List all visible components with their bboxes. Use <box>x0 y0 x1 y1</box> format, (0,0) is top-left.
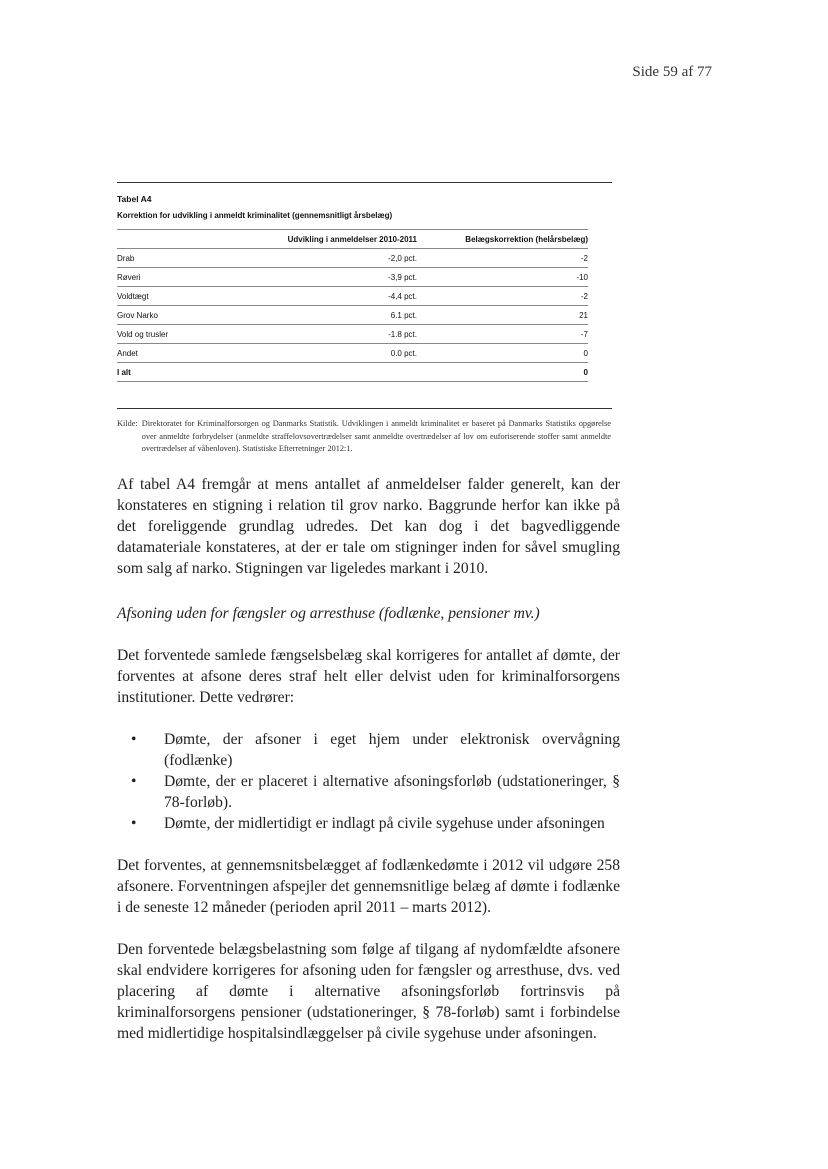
row-change: -2,0 pct. <box>237 249 417 268</box>
table-row <box>117 287 588 306</box>
row-label: Andet <box>117 344 237 363</box>
bullet-icon: • <box>131 772 137 790</box>
section-heading: Afsoning uden for fængsler og arresthuse (fodlænke, pensioner mv.) <box>117 604 540 622</box>
table-row <box>117 344 588 363</box>
row-label: Røveri <box>117 268 237 287</box>
row-change: 6.1 pct. <box>237 306 417 325</box>
table-row <box>117 306 588 325</box>
table-title: Tabel A4 <box>117 194 152 204</box>
header-cell: Udvikling i anmeldelser 2010-2011 <box>237 230 417 249</box>
row-change: 0.0 pct. <box>237 344 417 363</box>
row-correction: -2 <box>417 287 588 306</box>
table-total-row <box>117 363 588 382</box>
row-label: Vold og trusler <box>117 325 237 344</box>
page-number: Side 59 af 77 <box>632 64 712 80</box>
list-item <box>117 729 620 771</box>
table-row <box>117 325 588 344</box>
header-cell: Belægskorrektion (helårsbelæg) <box>417 230 588 249</box>
divider <box>117 408 612 409</box>
table-block <box>117 182 612 456</box>
paragraph: Af tabel A4 fremgår at mens antallet af anmeldelser falder generelt, kan der konstateres en stigning i relation til grov narko. Baggrunde herfor kan ikke på det foreliggende grundlag udredes. Det kan dog i det bagvedliggende datamateriale konstateres, at der er tale om stigninger inden for såvel smugling som salg af narko. Stigningen var ligeledes markant i 2010. <box>117 475 620 577</box>
row-change: -3,9 pct. <box>237 268 417 287</box>
row-change: -4,4 pct. <box>237 287 417 306</box>
table-row <box>117 268 588 287</box>
row-correction: -7 <box>417 325 588 344</box>
row-change <box>237 363 417 382</box>
row-change: -1.8 pct. <box>237 325 417 344</box>
row-label: Voldtægt <box>117 287 237 306</box>
list-item <box>117 813 620 834</box>
list-item <box>117 771 620 813</box>
divider <box>117 182 612 183</box>
list-item-text: Dømte, der afsoner i eget hjem under elektronisk overvågning (fodlænke) <box>164 730 620 769</box>
row-correction: 0 <box>417 363 588 382</box>
list-item-text: Dømte, der midlertidigt er indlagt på civile sygehuse under afsoningen <box>164 814 605 832</box>
row-correction: -10 <box>417 268 588 287</box>
bullet-list <box>117 729 620 834</box>
bullet-icon: • <box>131 730 137 748</box>
row-label: Grov Narko <box>117 306 237 325</box>
header-cell <box>117 230 237 249</box>
bullet-icon: • <box>131 814 137 832</box>
data-table <box>117 229 588 382</box>
table-source-note <box>117 418 611 456</box>
table-header-row <box>117 230 588 249</box>
row-label: Drab <box>117 249 237 268</box>
paragraph: Det forventes, at gennemsnitsbelægget af fodlænkedømte i 2012 vil udgøre 258 afsonere. Forventningen afspejler det gennemsnitlige belæg af dømte i fodlænke i de seneste 12 måneder (perioden april 2011 – marts 2012). <box>117 856 620 916</box>
table-subtitle: Korrektion for udvikling i anmeldt kriminalitet (gennemsnitligt årsbelæg) <box>117 211 393 220</box>
table-row <box>117 249 588 268</box>
page-content <box>117 182 620 1044</box>
source-label: Kilde: <box>117 419 138 428</box>
source-text: Direktoratet for Kriminalforsorgen og Danmarks Statistik. Udviklingen i anmeldt kriminalitet er baseret på Danmarks Statistiks opgørelse over anmeldte forbrydelser (anmeldte straffelovsovertrædelser samt anmeldte overtrædelser af lov om euforiserende stoffer samt anmeldte overtrædelser af våbenloven). Statistiske Efterretninger 2012:1. <box>141 419 611 453</box>
list-item-text: Dømte, der er placeret i alternative afsoningsforløb (udstationeringer, § 78-forløb). <box>164 772 620 811</box>
row-label: I alt <box>117 363 237 382</box>
row-correction: 0 <box>417 344 588 363</box>
row-correction: 21 <box>417 306 588 325</box>
paragraph: Det forventede samlede fængselsbelæg skal korrigeres for antallet af dømte, der forventes at afsone deres straf helt eller delvist uden for kriminalforsorgens institutioner. Dette vedrører: <box>117 646 620 706</box>
row-correction: -2 <box>417 249 588 268</box>
paragraph: Den forventede belægsbelastning som følge af tilgang af nydomfældte afsonere skal endvidere korrigeres for afsoning uden for fængsler og arresthuse, dvs. ved placering af dømte i alternative afsoningsforløb fortrinsvis på kriminalforsorgens pensioner (udstationeringer, § 78-forløb) samt i forbindelse med midlertidige hospitalsindlæggelser på civile sygehuse under afsoningen. <box>117 940 620 1042</box>
